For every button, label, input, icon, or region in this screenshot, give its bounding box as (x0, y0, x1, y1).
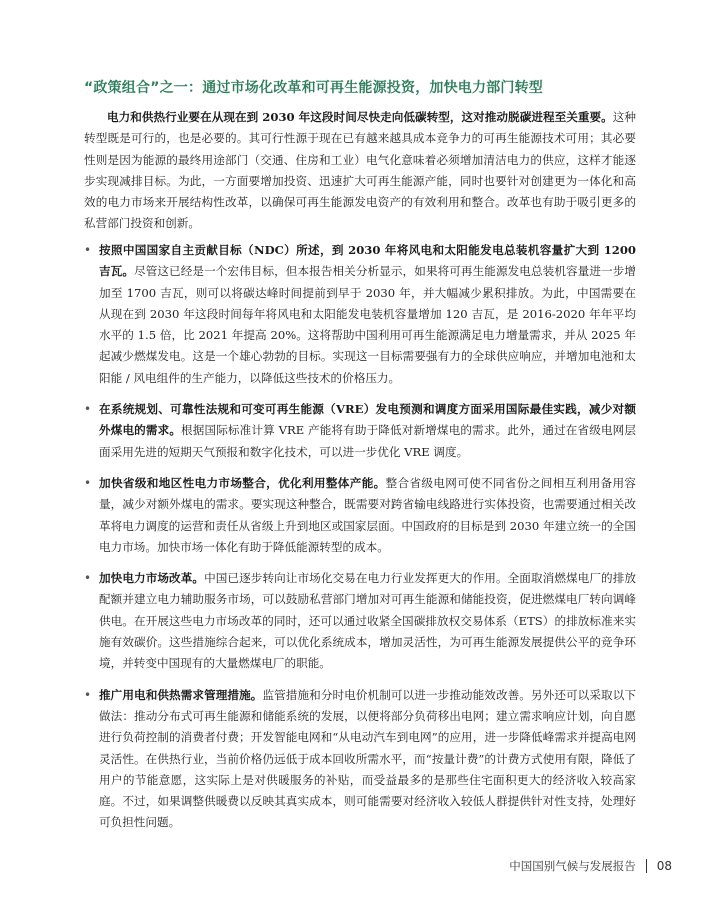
bullet-dot-icon: • (84, 402, 92, 417)
bullet-dot-icon: • (84, 687, 92, 702)
bullet-item-best-practice (84, 399, 636, 463)
intro-body: 这种转型既是可行的，也是必要的。其可行性源于现在已有越来越具成本竞争力的可再生能源技术可用；其必要性则是因为能源的最终用途部门（交通、住房和工业）电气化意味着必须增加清洁电力的供应，这样才能逐步实现减排目标。为此，一方面要增加投资、迅速扩大可再生能源产能，同时也要针对创建更为一体化和高效的电力市场来开展结构性改革，以确保可再生能源发电资产的有效利用和整合。改革也有助于吸引更多的私营部门投资和创新。 (84, 110, 636, 231)
footer-report-name: 中国国别气候与发展报告 (509, 859, 636, 873)
bullet-dot-icon: • (84, 571, 92, 586)
bullet-item-market-integration (84, 473, 636, 558)
bullet-dot-icon: • (84, 475, 92, 490)
page-footer (509, 858, 672, 874)
bullet-text: 中国已逐步转向让市场化交易在电力行业发挥更大的作用。全面取消燃煤电厂的排放配额并建立电力辅助服务市场，可以鼓励私营部门增加对可再生能源和储能投资，促进燃煤电厂转向调峰供电。在开展这些电力市场改革的同时，还可以通过收紧全国碳排放权交易体系（ETS）的排放标准来实施有效碳价。这些措施综合起来，可以优化系统成本，增加灵活性，为可再生能源发展提供公平的竞争环境，并转变中国现有的大量燃煤电厂的职能。 (99, 571, 636, 671)
bullet-bold-lead: 推广用电和供热需求管理措施。 (99, 687, 263, 702)
footer-divider (646, 859, 647, 873)
bullet-bold-lead: 加快省级和地区性电力市场整合，优化利用整体产能。 (99, 475, 386, 490)
bullet-text: 根据国际标准计算 VRE 产能将有助于降低对新增煤电的需求。此外，通过在省级电网层面采用先进的短期天气预报和数字化技术，可以进一步优化 VRE 调度。 (99, 423, 636, 459)
bullet-bold-lead: 在系统规划、可靠性法规和可变可再生能源（VRE）发电预测和调度方面采用国际最佳实践，减少对额外煤电的需求。 (99, 402, 636, 438)
bullet-item-market-reform (84, 568, 636, 674)
policy-bullet-list (84, 240, 636, 844)
bullet-text: 监管措施和分时电价机制可以进一步推动能效改善。另外还可以采取以下做法：推动分布式可再生能源和储能系统的发展，以便将部分负荷移出电网；建立需求响应计划，向自愿进行负荷控制的消费者付费；开发智能电网和“从电动汽车到电网”的应用，进一步降低峰需求并提高电网灵活性。在供热行业，当前价格仍远低于成本回收所需水平，而“按量计费”的计费方式使用有限，降低了用户的节能意愿，这实际上是对供暖服务的补贴，而受益最多的是那些住宅面积更大的经济收入较高家庭。不过，如果调整供暖费以反映其真实成本，则可能需要对经济收入较低人群提供针对性支持，处理好可负担性问题。 (99, 687, 636, 830)
intro-lead-bold: 电力和供热行业要在从现在到 2030 年这段时间尽快走向低碳转型，这对推动脱碳进程至关重要。 (107, 110, 613, 124)
bullet-dot-icon: • (84, 243, 92, 257)
bullet-bold-lead: 加快电力市场改革。 (99, 571, 205, 586)
page-number: 08 (656, 859, 672, 873)
intro-paragraph (84, 107, 636, 235)
bullet-bold-lead: 按照中国国家自主贡献目标（NDC）所述，到 2030 年将风电和太阳能发电总装机容量扩大到 1200 吉瓦。 (99, 243, 636, 279)
bullet-item-demand-management (84, 685, 636, 834)
bullet-item-ndc-target (84, 240, 636, 389)
section-title: “政策组合”之一：通过市场化改革和可再生能源投资，加快电力部门转型 (84, 80, 544, 96)
bullet-text: 整合省级电网可使不同省份之间相互利用备用容量，减少对额外煤电的需求。要实现这种整合，既需要对跨省输电线路进行实体投资，也需要通过相关改革将电力调度的运营和责任从省级上升到地区或国家层面。中国政府的目标是到 2030 年建立统一的全国电力市场。加快市场一体化有助于降低能源转型的成本。 (99, 475, 636, 554)
bullet-text: 尽管这已经是一个宏伟目标，但本报告相关分析显示，如果将可再生能源发电总装机容量进一步增加至 1700 吉瓦，则可以将碳达峰时间提前到早于 2030 年，并大幅减少累积排放。为此，中国需要在从现在到 2030 年这段时间每年将风电和太阳能发电装机容量增加 120 吉瓦，是 2016-2020 年年平均水平的 1.5 倍，比 2021 年提高 20%。这将帮助中国利用可再生能源满足电力增量需求，并从 2025 年起减少燃煤发电。这是一个雄心勃勃的目标。实现这一目标需要强有力的全球供应响应，并增加电池和太阳能 / 风电组件的生产能力，以降低这些技术的价格压力。 (99, 264, 636, 385)
